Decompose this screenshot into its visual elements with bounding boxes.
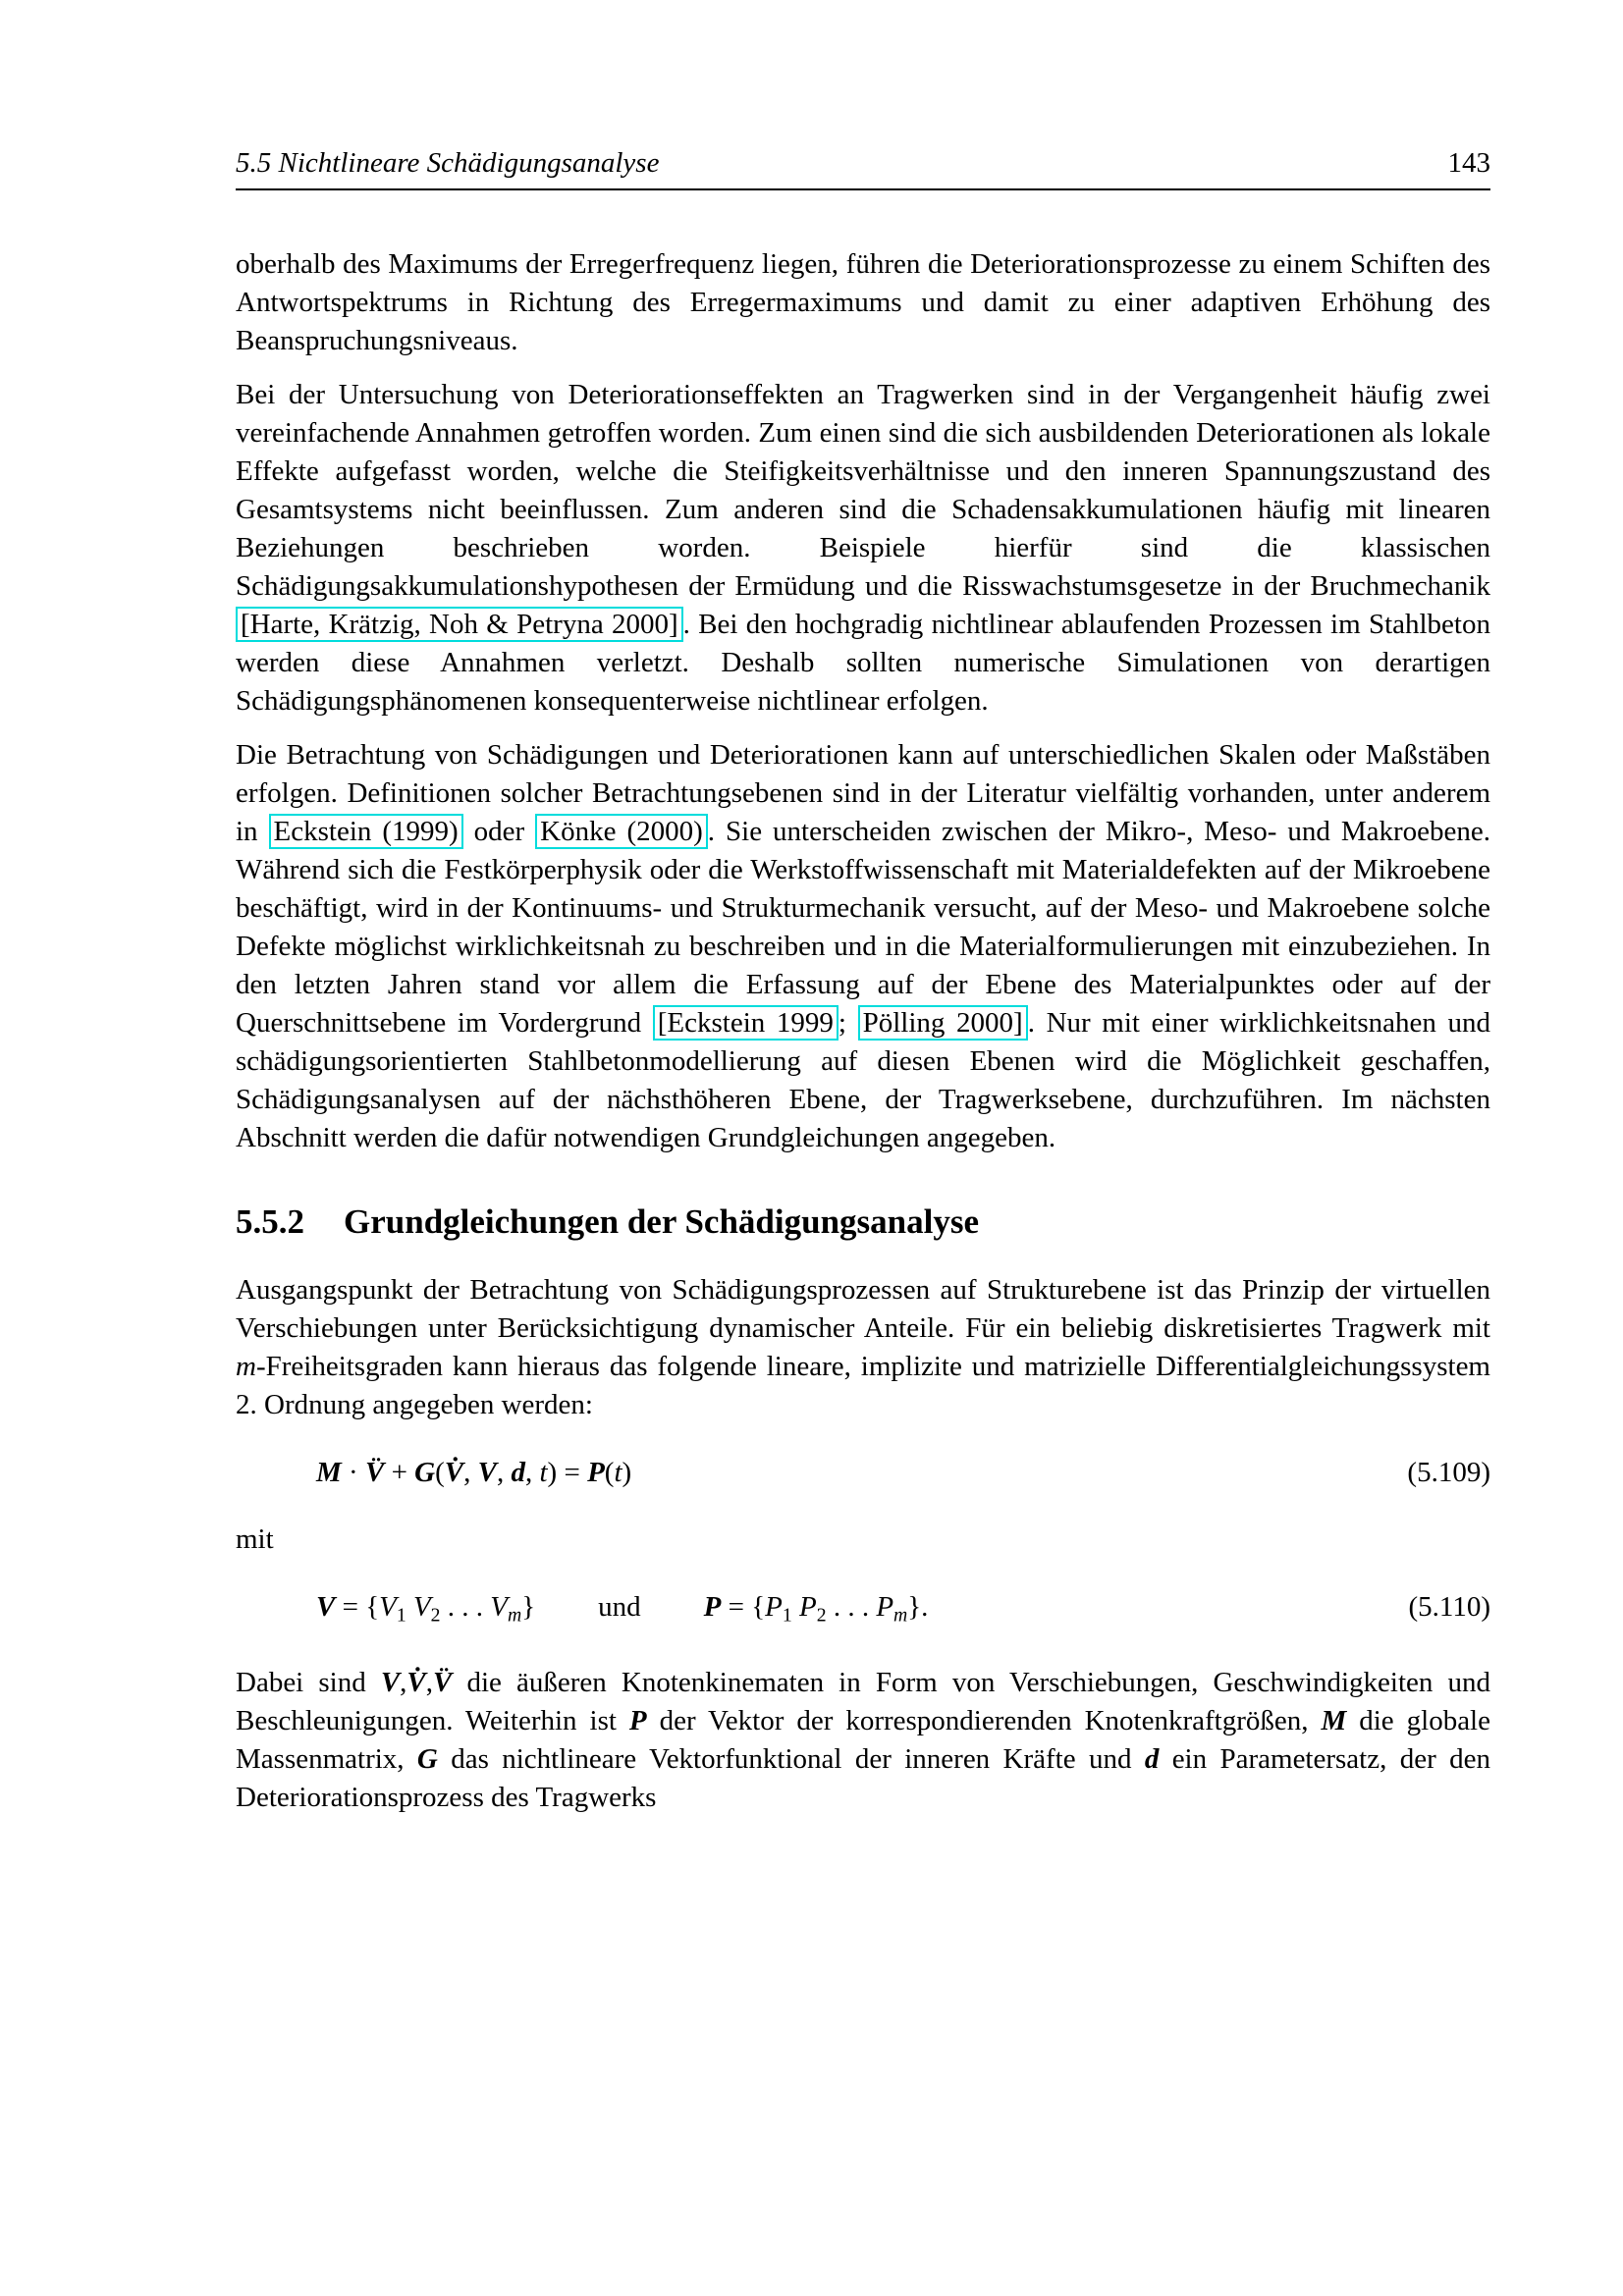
math-symbol: m (236, 1351, 256, 1382)
text-run: ; (838, 1007, 858, 1039)
math-symbol: V (380, 1666, 401, 1698)
math-symbol: V̈ (433, 1666, 453, 1698)
text-run (406, 1591, 413, 1623)
math-symbol: t (614, 1457, 622, 1488)
math-symbol: 2 (430, 1604, 441, 1627)
body-text (236, 245, 1490, 1817)
math-symbol: M (1321, 1704, 1347, 1736)
text-run: }. (907, 1591, 929, 1623)
equation-5110-number: (5.110) (1408, 1591, 1490, 1623)
equation-5110 (236, 1586, 1490, 1636)
text-run: . . . (440, 1591, 491, 1623)
math-symbol: P (628, 1704, 647, 1736)
math-symbol: d (1144, 1742, 1160, 1775)
text-run: . Sie unterscheiden zwischen der Mikro-, Meso- und Makroebene. Während sich die Festkörperphysik oder die Werkstoffwissenschaft mit Materialdefekten auf der Mikroebene beschäftigt, wird in der Kontinuums- und Strukturmechanik versucht, auf der Meso- und Makroebene solche Defekte möglichst wirklichkeitsnah zu beschreiben und in die Materialformulierungen mit einzubeziehen. In den letzten Jahren stand vor allem die Erfassung auf der Ebene des Materialpunktes oder auf der Querschnittsebene im Vordergrund (236, 816, 1491, 1039)
paragraph-2 (236, 376, 1490, 721)
citation-link[interactable]: Eckstein (1999) (269, 814, 463, 849)
text-run: = { (721, 1591, 766, 1623)
citation-link[interactable]: [Eckstein 1999 (653, 1005, 839, 1041)
math-symbol: m (893, 1604, 908, 1627)
text-run: . Nur mit einer wirklichkeitsnahen und schädigungsorientierten Stahlbetonmodellierung auf diesen Ebenen wird die Möglichkeit geschaffen, Schädigungsanalysen auf der nächsthöheren Ebene, der Tragwerksebene, durchzuführen. Im nächsten Abschnitt werden die dafür notwendigen Grundgleichungen angegeben. (236, 1007, 1490, 1153)
math-symbol: V (379, 1591, 397, 1623)
math-symbol: P (587, 1457, 605, 1488)
math-symbol: V (490, 1591, 508, 1623)
text-block (236, 147, 1490, 1833)
text-run: die globale Massenmatrix, (236, 1704, 1490, 1775)
running-header-section: 5.5 Nichtlineare Schädigungsanalyse (236, 147, 660, 179)
text-run: . Bei den hochgradig nichtlinear ablaufenden Prozessen im Stahlbeton werden diese Annahmen verletzt. Deshalb sollten numerische Simulationen von derartigen Schädigungsphänomenen konsequenterweise nichtlinear erfolgen. (236, 609, 1490, 717)
text-run: ( (604, 1457, 615, 1488)
math-symbol: 1 (396, 1604, 406, 1627)
text-run: , (524, 1457, 540, 1488)
equation-5109-body (316, 1452, 631, 1493)
math-symbol: M (316, 1457, 342, 1488)
math-symbol: P (703, 1591, 722, 1623)
text-run: und (598, 1591, 641, 1623)
math-symbol: V (477, 1457, 497, 1488)
math-symbol: V̇ (444, 1457, 464, 1488)
math-symbol: P (876, 1591, 894, 1623)
paragraph-1 (236, 245, 1490, 360)
text-run: , (400, 1666, 407, 1698)
mit-label: mit (236, 1523, 274, 1555)
text-run: · (341, 1457, 365, 1488)
math-symbol: d (511, 1457, 525, 1488)
text-run: + (384, 1457, 415, 1488)
subsection-title: Grundgleichungen der Schädigungsanalyse (344, 1202, 980, 1241)
text-run: ein Parametersatz, der den Deteriorationsprozess des Tragwerks (236, 1742, 1490, 1813)
text-run: -Freiheitsgraden kann hieraus das folgende lineare, implizite und matrizielle Differentialgleichungssystem 2. Ordnung angegeben werden: (236, 1351, 1490, 1420)
math-symbol: 1 (782, 1604, 792, 1627)
text-run: , (496, 1457, 512, 1488)
text-run: oder (462, 816, 536, 847)
citation-link[interactable]: Könke (2000) (535, 814, 708, 849)
text-run: die äußeren Knotenkinematen in Form von Verschiebungen, Geschwindigkeiten und Beschleunigungen. Weiterhin ist (236, 1666, 1490, 1736)
citation-link[interactable]: [Harte, Krätzig, Noh & Petryna 2000] (236, 607, 683, 642)
text-run: ( (435, 1457, 445, 1488)
text-run: . . . (826, 1591, 877, 1623)
math-symbol: P (798, 1591, 817, 1623)
equation-5110-body (316, 1586, 928, 1636)
text-run: = { (335, 1591, 380, 1623)
text-run: Bei der Untersuchung von Deteriorationseffekten an Tragwerken sind in der Vergangenheit häufig zwei vereinfachende Annahmen getroffen worden. Zum einen sind die sich ausbildenden Deteriorationen als lokale Effekte aufgefasst worden, welche die Steifigkeitsverhältnisse und den inneren Spannungszustand des Gesamtsystems nicht beeinflussen. Zum anderen sind die Schadensakkumulationen häufig mit linearen Beziehungen beschrieben worden. Beispiele hierfür sind die klassischen Schädigungsakkumulationshypothesen der Ermüdung und die Risswachstumsgesetze in der Bruchmechanik (236, 379, 1490, 602)
math-symbol: 2 (816, 1604, 827, 1627)
math-symbol: G (416, 1742, 438, 1775)
math-symbol: V (412, 1591, 431, 1623)
equation-5109-number: (5.109) (1407, 1457, 1490, 1488)
paragraph-5 (236, 1664, 1490, 1817)
text-run: Die Betrachtung von Schädigungen und Deteriorationen kann auf unterschiedlichen Skalen oder Maßstäben erfolgen. Definitionen solcher Betrachtungsebenen sind in der Literatur vielfältig vorhanden, unter anderem in (236, 739, 1490, 847)
math-symbol: G (414, 1457, 436, 1488)
paragraph-3 (236, 736, 1490, 1157)
math-symbol: V (316, 1591, 336, 1623)
text-run (792, 1591, 799, 1623)
math-symbol: m (508, 1604, 522, 1627)
text-run: Dabei sind (236, 1666, 381, 1698)
text-run: das nichtlineare Vektorfunktional der inneren Kräfte und (437, 1742, 1145, 1775)
equation-5109 (236, 1452, 1490, 1493)
subsection-heading (236, 1202, 1490, 1242)
math-symbol: V̈ (364, 1457, 385, 1488)
text-run: ) = (547, 1457, 588, 1488)
text-run: der Vektor der korrespondierenden Knotenkraftgrößen, (646, 1704, 1322, 1736)
running-header (236, 147, 1490, 190)
math-symbol: t (539, 1457, 548, 1488)
text-run: ) (622, 1457, 632, 1488)
text-run: Ausgangspunkt der Betrachtung von Schädigungsprozessen auf Strukturebene ist das Prinzip der virtuellen Verschiebungen unter Berücksichtigung dynamischer Anteile. Für ein beliebig diskretisiertes Tragwerk mit (236, 1274, 1490, 1344)
paragraph-4 (236, 1271, 1490, 1424)
subsection-number: 5.5.2 (236, 1202, 304, 1241)
text-run: oberhalb des Maximums der Erregerfrequenz liegen, führen die Deteriorationsprozesse zu einem Schiften des Antwortspektrums in Richtung des Erregermaximums und damit zu einer adaptiven Erhöhung des Beanspruchungsniveaus. (236, 248, 1490, 356)
text-run: } (521, 1591, 536, 1623)
text-run: , (425, 1666, 434, 1698)
page-number: 143 (1447, 147, 1490, 179)
text-run: , (463, 1457, 478, 1488)
math-symbol: V̇ (406, 1666, 426, 1698)
math-symbol: P (765, 1591, 783, 1623)
citation-link[interactable]: Pölling 2000] (858, 1005, 1028, 1041)
